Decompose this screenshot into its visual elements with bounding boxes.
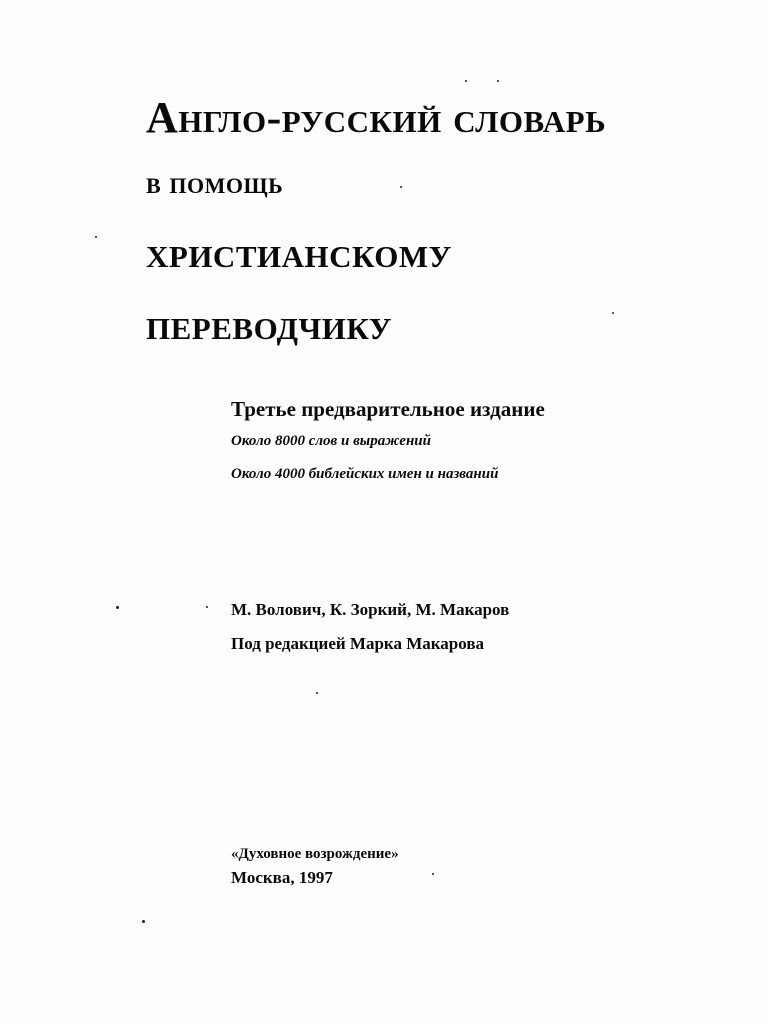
scan-speck [316, 692, 318, 694]
names-count-note: Около 4000 библейских имен и названий [231, 466, 499, 482]
publication-place-year: Москва, 1997 [231, 868, 333, 887]
scan-speck [142, 920, 145, 923]
book-title-line-1: Англо-русский словарь [146, 93, 607, 142]
scan-speck [612, 312, 614, 314]
scan-speck [432, 873, 434, 875]
editor-credit: Под редакцией Марка Макарова [231, 634, 485, 653]
authors: М. Волович, К. Зоркий, М. Макаров [231, 600, 510, 619]
scan-speck [465, 80, 467, 82]
word-count-note: Около 8000 слов и выражений [231, 433, 431, 449]
scan-speck [497, 80, 499, 82]
scan-speck [116, 606, 119, 609]
edition-label: Третье предварительное издание [231, 397, 545, 421]
scan-speck [206, 606, 208, 608]
book-title-line-2: в помощь [146, 165, 284, 200]
book-title-line-3: христианскому [146, 228, 452, 277]
scan-speck [400, 186, 402, 188]
book-title-line-4: переводчику [146, 300, 392, 349]
publisher-name: «Духовное возрождение» [231, 846, 399, 862]
scan-speck [95, 236, 97, 238]
